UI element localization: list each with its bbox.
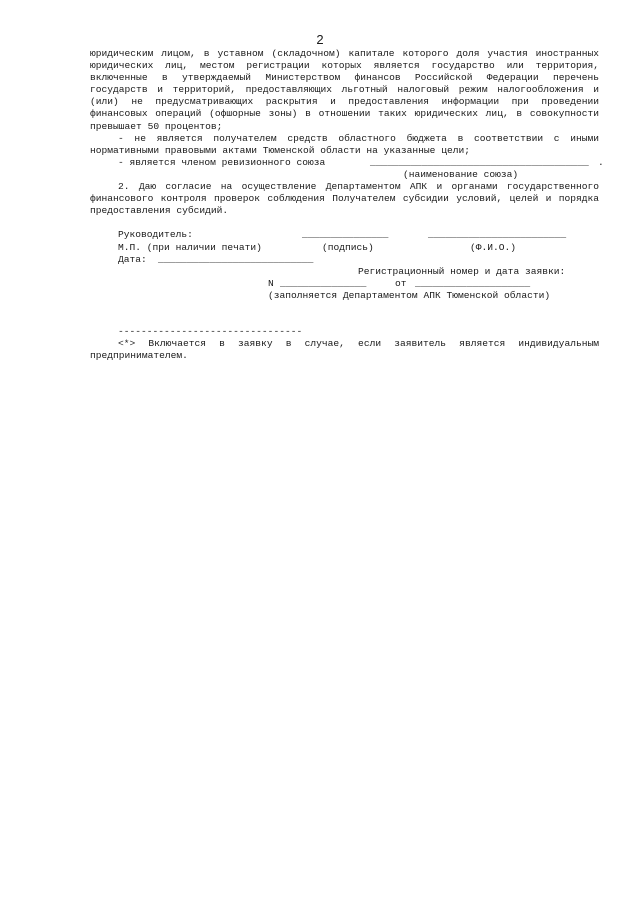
registration-number-blank: _______________ (280, 277, 367, 289)
audit-union-caption-line (90, 169, 599, 181)
registration-title-line (90, 266, 599, 278)
name-caption: (Ф.И.О.) (470, 241, 517, 253)
signature-blank: _______________ (302, 229, 389, 241)
audit-union-line (90, 156, 604, 169)
registration-number-line (90, 278, 599, 290)
footnote-separator: -------------------------------- (118, 326, 303, 338)
head-label: Руководитель: (118, 229, 193, 241)
registration-date-blank: ____________________ (415, 277, 531, 289)
audit-union-label: - является членом ревизионного союза (118, 156, 326, 168)
date-label: Дата: (118, 253, 147, 265)
stamp-label: М.П. (при наличии печати) (118, 241, 262, 253)
paragraph-offshore-condition: юридическим лицом, в уставном (складочном) капитале которого доля участия иностранных юридических лиц, местом регистрации которых является государство или территория, включенные в утверждаемый Министерством финансов Российской Федерации перечень государств и территорий, предоставляющих льготный налоговый режим налогообложения и (или) не предусматривающих раскрытия и предоставления информации при проведении финансовых операций (офшорные зоны) в отношении таких юридических лиц, в совокупности превышает 50 процентов; (90, 48, 599, 132)
document-body (90, 48, 604, 362)
signature-line (90, 229, 599, 241)
audit-union-blank: ______________________________________ (370, 156, 589, 168)
audit-union-period: . (598, 156, 604, 168)
name-blank: ________________________ (428, 229, 567, 241)
signature-caption: (подпись) (322, 241, 374, 253)
signature-caption-line (90, 242, 599, 254)
registration-title: Регистрационный номер и дата заявки: (358, 265, 566, 277)
footnote-separator-line (90, 326, 599, 338)
paragraph-not-budget-recipient: - не является получателем средств областного бюджета в соответствии с иными нормативными правовыми актами Тюменской области на указанные цели; (90, 132, 599, 156)
audit-union-caption: (наименование союза) (403, 168, 519, 180)
page-number: 2 (316, 32, 324, 47)
footnote-text: <*> Включается в заявку в случае, если заявитель является индивидуальным предпринимателем. (90, 338, 599, 362)
registration-number-prefix: N (268, 277, 274, 289)
registration-date-prefix: от (395, 277, 407, 289)
paragraph-consent: 2. Даю согласие на осуществление Департаментом АПК и органами государственного финансового контроля проверок соблюдения Получателем субсидии условий, целей и порядка предоставления субсидий. (90, 181, 599, 217)
registration-caption: (заполняется Департаментом АПК Тюменской области) (268, 289, 551, 301)
date-line (90, 254, 599, 266)
date-blank: ___________________________ (158, 253, 314, 265)
registration-caption-line (90, 290, 599, 302)
